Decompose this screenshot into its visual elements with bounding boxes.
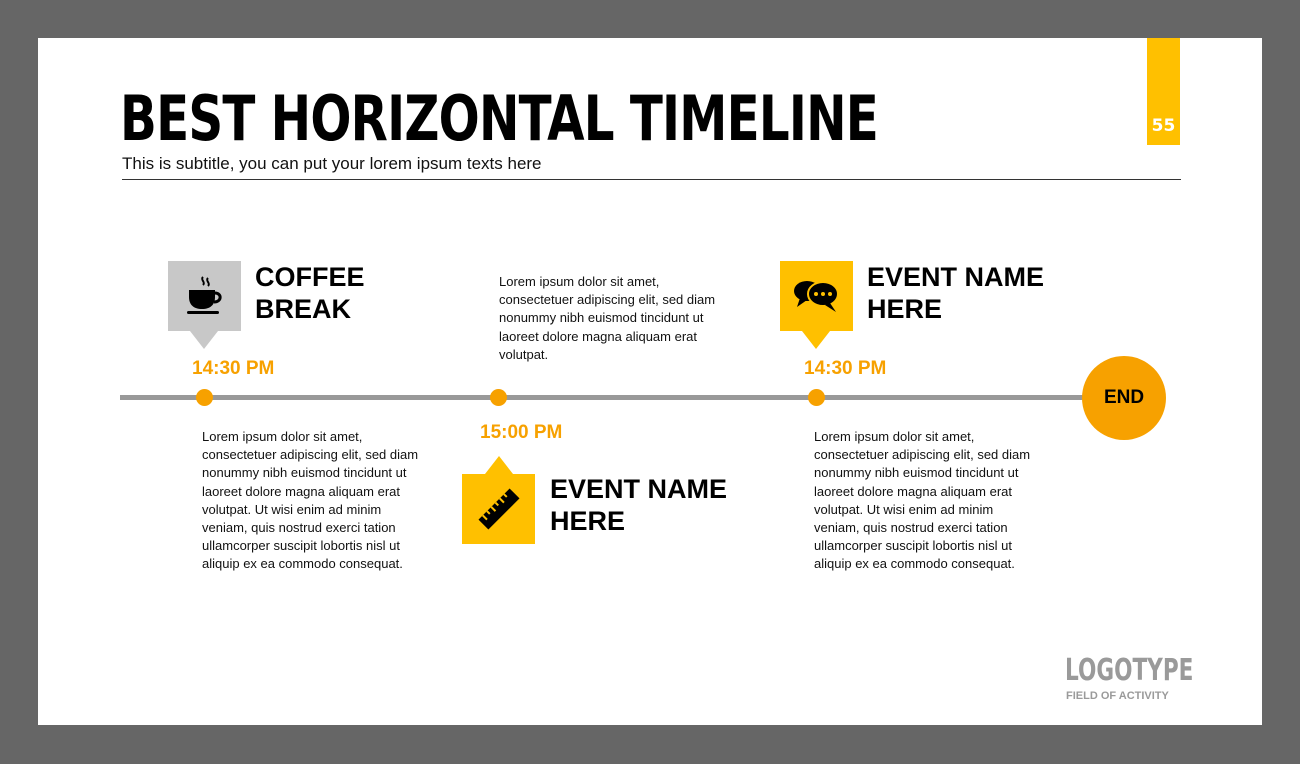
end-circle: END	[1082, 356, 1166, 440]
event-3-description: Lorem ipsum dolor sit amet, consectetuer adipiscing elit, sed diam nonummy nibh euismod tincidunt ut laoreet dolore magna aliquam erat volutpat. Ut wisi enim ad minim veniam, quis nostrud exerci tation ullamcorper suscipit lobortis nisl ut aliquip ex ea commodo consequat.	[814, 429, 1031, 572]
page-number: 55	[1151, 116, 1176, 136]
event-2-title-line1: EVENT NAME	[550, 474, 728, 504]
page-subtitle: This is subtitle, you can put your lorem ipsum texts here	[122, 154, 542, 173]
timeline-line	[120, 395, 1090, 400]
event-2-title-line2: HERE	[550, 506, 626, 536]
timeline-dot-1	[196, 389, 213, 406]
page-title: BEST HORIZONTAL TIMELINE	[120, 82, 879, 155]
logo-tagline: FIELD OF ACTIVITY	[1066, 690, 1169, 702]
chat-bubbles-icon	[792, 276, 842, 316]
event-2-pointer	[485, 456, 513, 474]
event-3-time: 14:30 PM	[804, 358, 887, 379]
event-2-description: Lorem ipsum dolor sit amet, consectetuer adipiscing elit, sed diam nonummy nibh euismod tincidunt ut laoreet dolore magna aliquam erat volutpat.	[499, 274, 716, 362]
event-3-pointer	[802, 331, 830, 349]
event-1-time: 14:30 PM	[192, 358, 275, 379]
timeline-dot-2	[490, 389, 507, 406]
event-2-time: 15:00 PM	[480, 422, 563, 443]
event-1-title-line2: BREAK	[255, 294, 352, 324]
title-divider	[122, 179, 1181, 180]
event-3-title-line2: HERE	[867, 294, 943, 324]
event-1-icon-box	[168, 261, 241, 331]
logotype: LOGOTYPE	[1065, 653, 1194, 688]
timeline-dot-3	[808, 389, 825, 406]
event-1-title-line1: COFFEE	[255, 262, 365, 292]
event-2-icon-box	[462, 474, 535, 544]
event-1-pointer	[190, 331, 218, 349]
event-1-description: Lorem ipsum dolor sit amet, consectetuer adipiscing elit, sed diam nonummy nibh euismod tincidunt ut laoreet dolore magna aliquam erat volutpat. Ut wisi enim ad minim veniam, quis nostrud exerci tation ullamcorper suscipit lobortis nisl ut aliquip ex ea commodo consequat.	[202, 429, 419, 572]
event-3-title-line1: EVENT NAME	[867, 262, 1045, 292]
coffee-cup-icon	[183, 274, 227, 318]
event-3-icon-box	[780, 261, 853, 331]
ruler-icon	[475, 485, 523, 533]
